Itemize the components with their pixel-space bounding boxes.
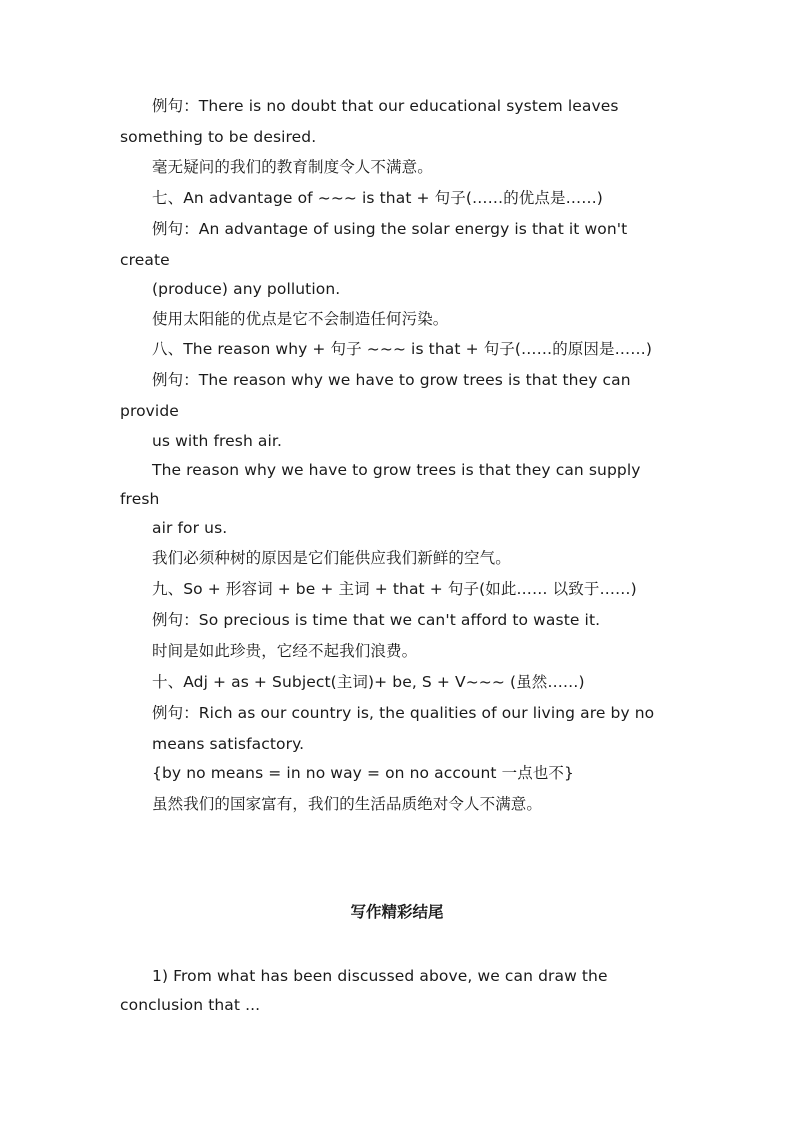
pattern-9-heading: 九、So + 形容词 + be + 主词 + that + 句子(如此…… 以致于……) xyxy=(152,580,637,598)
pattern-8-heading: 八、The reason why + 句子 ~~~ is that + 句子(……的原因是……) xyxy=(152,340,652,358)
pattern-10-heading: 十、Adj + as + Subject(主词)+ be, S + V~~~ (虽然……) xyxy=(152,673,585,691)
translation-10: 虽然我们的国家富有，我们的生活品质绝对令人不满意。 xyxy=(152,795,543,813)
example-line-8-cont-b: us with fresh air. xyxy=(152,432,282,450)
example-line-10: 例句：Rich as our country is, the qualities of our living are by no xyxy=(152,704,655,722)
example-line-8: 例句：The reason why we have to grow trees is that they can xyxy=(152,371,631,389)
example-line-8b: The reason why we have to grow trees is that they can supply xyxy=(152,461,641,479)
closing-line-1: 1) From what has been discussed above, we can draw the xyxy=(152,967,608,985)
example-line-7-cont-a: create xyxy=(120,251,170,269)
translation-1: 毫无疑问的我们的教育制度令人不满意。 xyxy=(152,158,433,176)
example-line-8-cont-a: provide xyxy=(120,402,179,420)
synonym-note: {by no means = in no way = on no account 一点也不} xyxy=(152,764,574,782)
closing-line-1-cont: conclusion that ... xyxy=(120,996,261,1014)
translation-7: 使用太阳能的优点是它不会制造任何污染。 xyxy=(152,310,449,328)
example-line-9: 例句：So precious is time that we can't afford to waste it. xyxy=(152,611,601,629)
example-line-7: 例句：An advantage of using the solar energy is that it won't xyxy=(152,220,628,238)
example-line-1-cont: something to be desired. xyxy=(120,128,317,146)
example-line-7-cont-b: (produce) any pollution. xyxy=(152,280,341,298)
translation-8: 我们必须种树的原因是它们能供应我们新鲜的空气。 xyxy=(152,549,511,567)
translation-9: 时间是如此珍贵，它经不起我们浪费。 xyxy=(152,642,418,660)
example-line-10-cont: means satisfactory. xyxy=(152,735,305,753)
example-line-1: 例句：There is no doubt that our educational system leaves xyxy=(152,97,619,115)
example-line-8b-cont-a: fresh xyxy=(120,490,160,508)
section-title: 写作精彩结尾 xyxy=(350,903,444,921)
example-line-8b-cont-b: air for us. xyxy=(152,519,228,537)
pattern-7-heading: 七、An advantage of ~~~ is that + 句子(……的优点是……) xyxy=(152,189,603,207)
